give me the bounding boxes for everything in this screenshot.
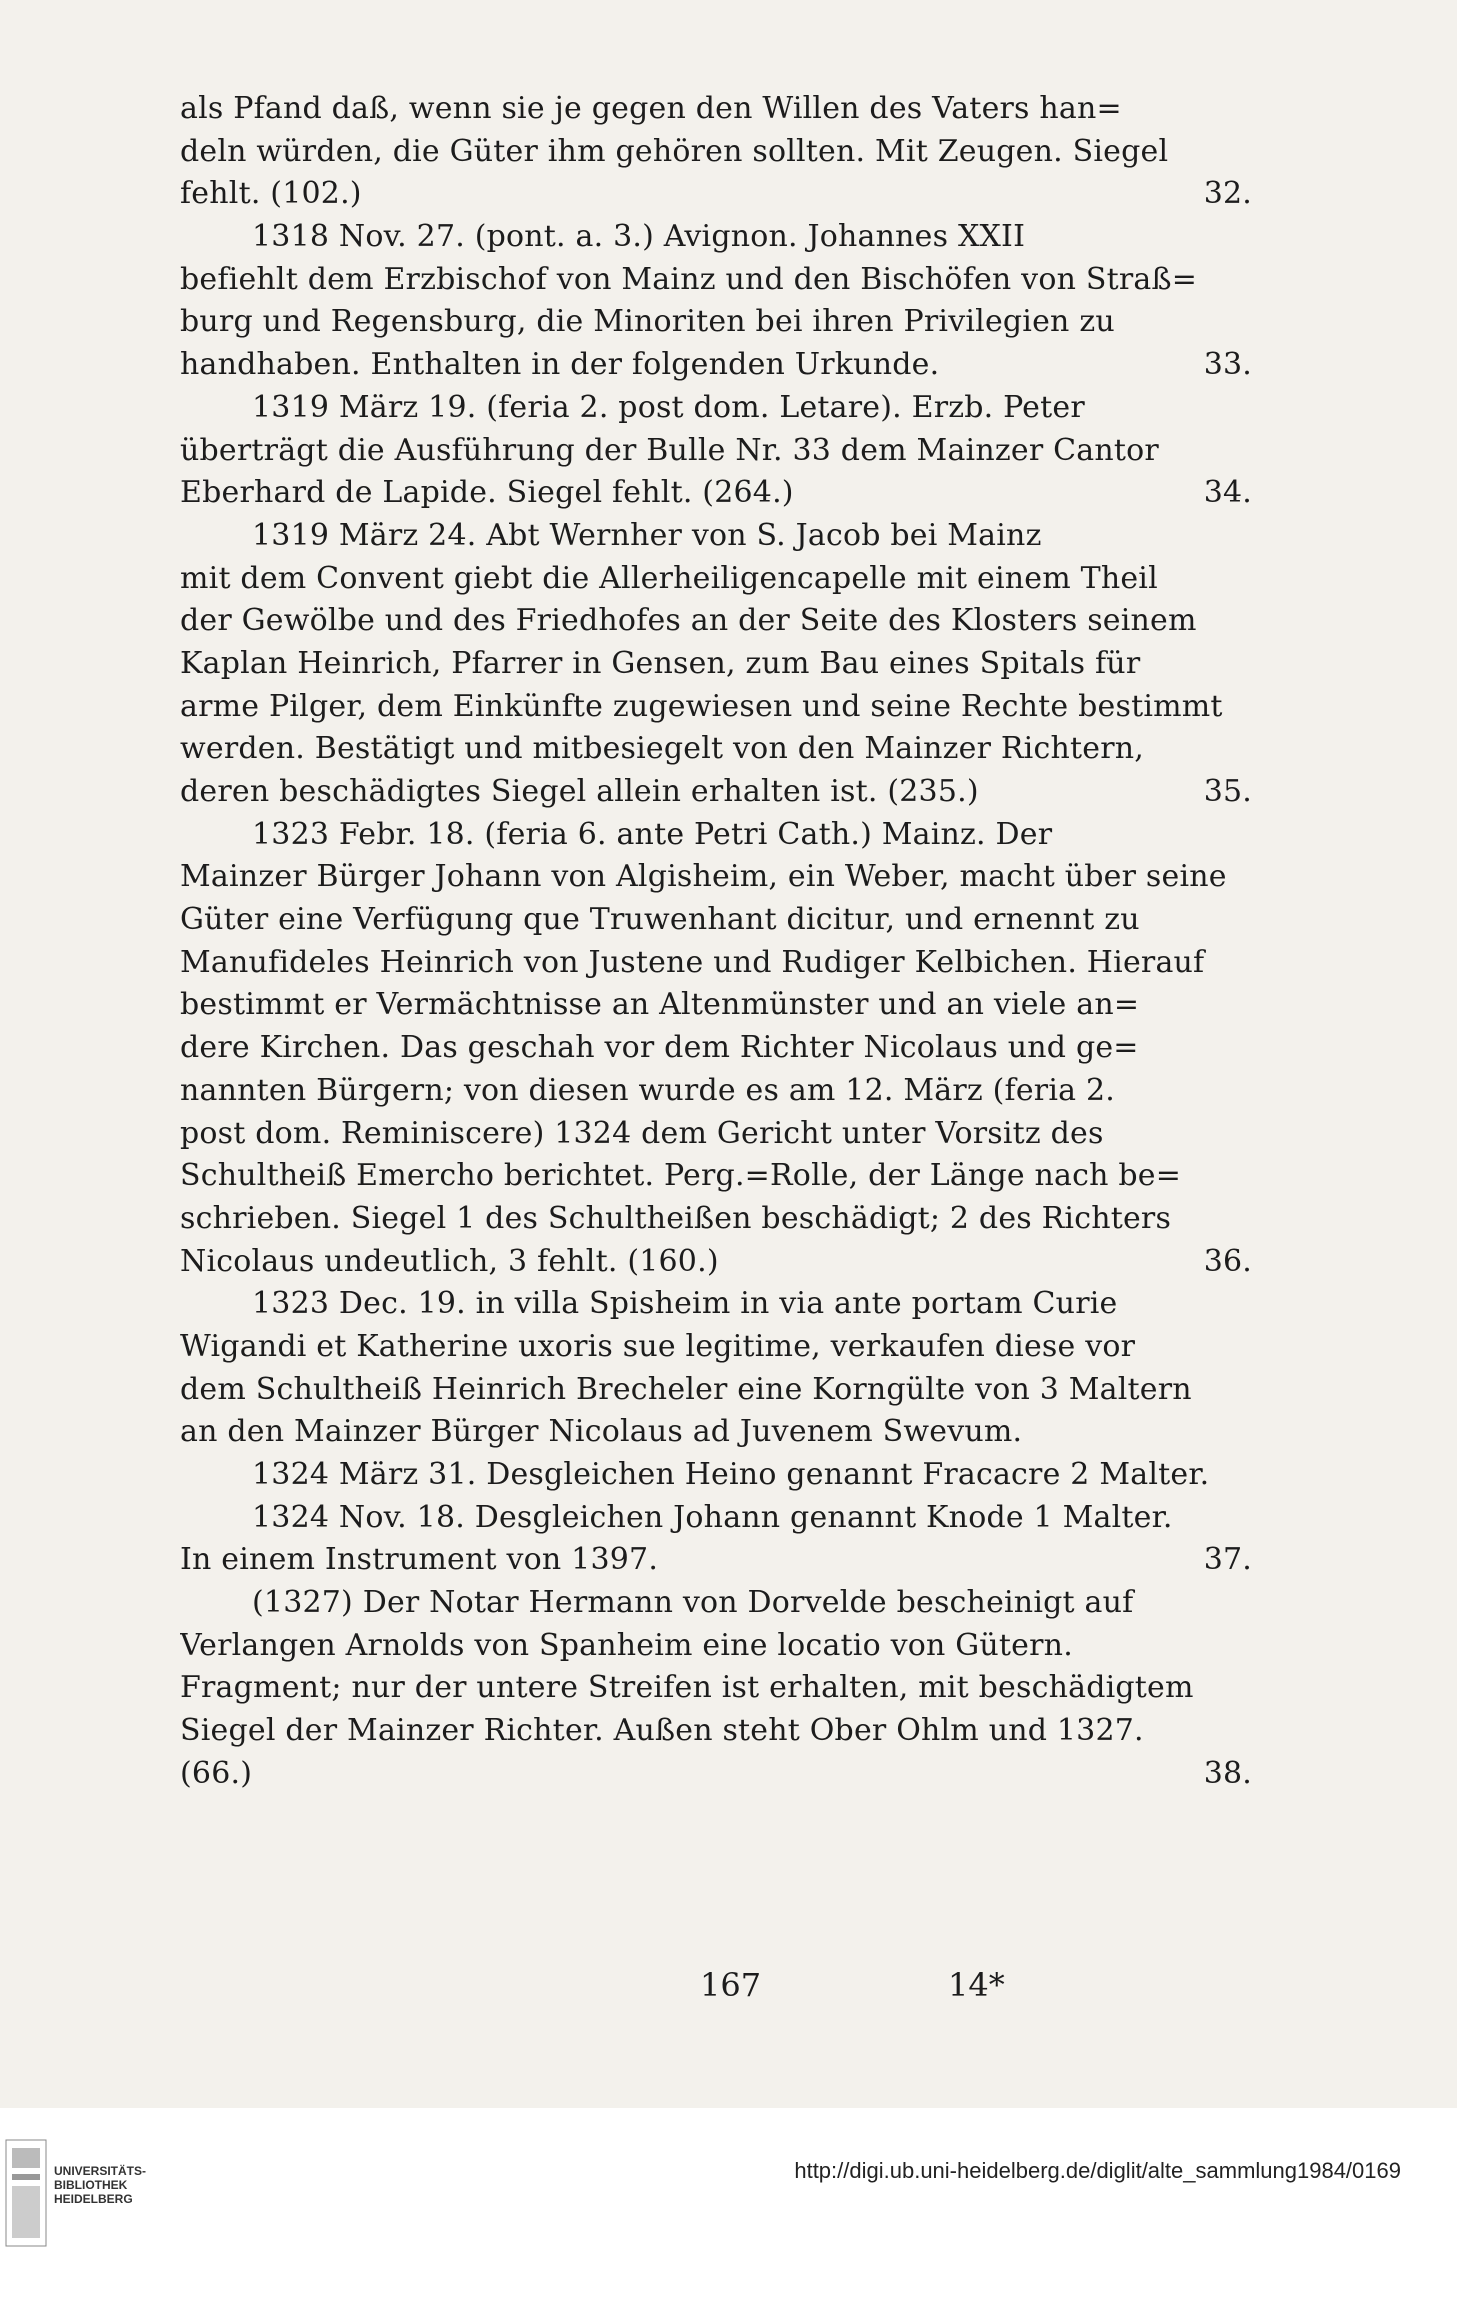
entry-number [1252, 1411, 1260, 1454]
entry-number [1252, 600, 1260, 643]
line-text: Siegel der Mainzer Richter. Außen steht Ober Ohlm und 1327. [180, 1713, 1144, 1749]
text-line [180, 1582, 1260, 1625]
line-text: an den Mainzer Bürger Nicolaus ad Juvenem Swevum. [180, 1414, 1023, 1450]
text-line [180, 387, 1260, 430]
text-line [180, 344, 1260, 387]
text-line [180, 1326, 1260, 1369]
entry-number: 33. [1203, 347, 1252, 383]
text-line [180, 686, 1260, 729]
line-text: 1318 Nov. 27. (pont. a. 3.) Avignon. Johannes XXII [252, 219, 1026, 255]
line-text: 1323 Febr. 18. (feria 6. ante Petri Cath.) Mainz. Der [252, 816, 1053, 852]
entry-number [1252, 1326, 1260, 1369]
text-line [180, 1198, 1260, 1241]
entry-number [1252, 1582, 1260, 1625]
entry-number [1252, 1155, 1260, 1198]
text-line [180, 1625, 1260, 1668]
entry-number [1252, 1369, 1260, 1412]
signature-mark: 14* [948, 1966, 1005, 2004]
text-line [180, 1070, 1260, 1113]
entry-number [1252, 856, 1260, 899]
entry-number [1252, 1283, 1260, 1326]
line-text: befiehlt dem Erzbischof von Mainz und den Bischöfen von Straß= [180, 261, 1198, 297]
line-text: 1319 März 19. (feria 2. post dom. Letare). Erzb. Peter [252, 389, 1085, 425]
text-line [180, 131, 1260, 174]
entry-number [1252, 728, 1260, 771]
text-line [180, 1454, 1260, 1497]
entry-number [1252, 1497, 1260, 1540]
entry-number [1252, 216, 1260, 259]
text-line [180, 1027, 1260, 1070]
line-text: bestimmt er Vermächtnisse an Altenmünster und an viele an= [180, 987, 1140, 1023]
entry-number [1252, 558, 1260, 601]
text-line [180, 88, 1260, 131]
entry-number [1252, 643, 1260, 686]
entry-number [1252, 1625, 1260, 1668]
text-line [180, 1155, 1260, 1198]
text-line [180, 558, 1260, 601]
entry-number: 35. [1203, 774, 1252, 809]
line-text: 1324 März 31. Desgleichen Heino genannt Fracacre 2 Malter. [252, 1457, 1210, 1492]
line-text: fehlt. (102.) [180, 176, 362, 212]
entry-number: 36. [1203, 1243, 1252, 1279]
line-text: überträgt die Ausführung der Bulle Nr. 33 dem Mainzer Cantor [180, 432, 1159, 468]
library-footer [0, 2108, 1457, 2300]
text-line [180, 942, 1260, 985]
text-line [180, 216, 1260, 259]
line-text: Fragment; nur der untere Streifen ist erhalten, mit beschädigtem [180, 1670, 1194, 1706]
text-line [180, 984, 1260, 1027]
university-seal-icon [4, 2138, 48, 2248]
line-text: Verlangen Arnolds von Spanheim eine locatio von Gütern. [180, 1627, 1073, 1663]
entry-number: 34. [1203, 475, 1252, 511]
text-line [180, 1497, 1260, 1540]
line-text: der Gewölbe und des Friedhofes an der Seite des Klosters seinem [180, 603, 1197, 639]
entry-number [1252, 88, 1260, 131]
entry-number [1252, 387, 1260, 430]
line-text: als Pfand daß, wenn sie je gegen den Willen des Vaters han= [180, 91, 1122, 126]
text-line [180, 643, 1260, 686]
text-line [180, 899, 1260, 942]
line-text: 1324 Nov. 18. Desgleichen Johann genannt Knode 1 Malter. [252, 1499, 1173, 1535]
entry-number [1252, 301, 1260, 344]
line-text: 1323 Dec. 19. in villa Spisheim in via ante portam Curie [252, 1286, 1118, 1322]
line-text: In einem Instrument von 1397. [180, 1542, 659, 1578]
text-line [180, 1241, 1260, 1284]
entry-number [1252, 1454, 1260, 1497]
line-text: mit dem Convent giebt die Allerheiligencapelle mit einem Theil [180, 560, 1158, 596]
entry-number [1252, 814, 1260, 857]
entry-number [1252, 131, 1260, 174]
line-text: dem Schultheiß Heinrich Brecheler eine Korngülte von 3 Maltern [180, 1371, 1192, 1407]
text-line [180, 1113, 1260, 1156]
line-text: schrieben. Siegel 1 des Schultheißen beschädigt; 2 des Richters [180, 1200, 1172, 1236]
entry-number [1252, 1667, 1260, 1710]
entry-number [1252, 1198, 1260, 1241]
line-text: (66.) [180, 1755, 253, 1791]
line-text: deln würden, die Güter ihm gehören sollten. Mit Zeugen. Siegel [180, 133, 1169, 169]
line-text: 1319 März 24. Abt Wernher von S. Jacob bei Mainz [252, 517, 1042, 553]
entry-number [1252, 515, 1260, 558]
line-text: Manufideles Heinrich von Justene und Rudiger Kelbichen. Hierauf [180, 944, 1205, 980]
line-text: werden. Bestätigt und mitbesiegelt von den Mainzer Richtern, [180, 731, 1144, 767]
text-line [180, 1411, 1260, 1454]
line-text: post dom. Reminiscere) 1324 dem Gericht unter Vorsitz des [180, 1115, 1104, 1151]
text-line [180, 1369, 1260, 1412]
line-text: (1327) Der Notar Hermann von Dorvelde bescheinigt auf [252, 1585, 1134, 1621]
text-line [180, 771, 1260, 814]
line-text: burg und Regensburg, die Minoriten bei ihren Privilegien zu [180, 304, 1115, 340]
line-text: Mainzer Bürger Johann von Algisheim, ein Weber, macht über seine [180, 859, 1227, 895]
text-line [180, 728, 1260, 771]
entry-number: 38. [1203, 1755, 1252, 1791]
line-text: Nicolaus undeutlich, 3 fehlt. (160.) [180, 1243, 719, 1279]
text-line [180, 1753, 1260, 1796]
entry-number [1252, 899, 1260, 942]
page-number: 167 [700, 1966, 762, 2004]
line-text: dere Kirchen. Das geschah vor dem Richter Nicolaus und ge= [180, 1030, 1139, 1066]
text-line [180, 856, 1260, 899]
entry-number: 32. [1203, 176, 1252, 212]
text-line [180, 259, 1260, 302]
entry-number [1252, 1710, 1260, 1753]
text-line [180, 1710, 1260, 1753]
line-text: Wigandi et Katherine uxoris sue legitime, verkaufen diese vor [180, 1328, 1136, 1364]
line-text: nannten Bürgern; von diesen wurde es am 12. März (feria 2. [180, 1072, 1115, 1108]
entry-number [1252, 1027, 1260, 1070]
entry-number [1252, 430, 1260, 473]
entry-number [1252, 942, 1260, 985]
text-line [180, 430, 1260, 473]
source-url[interactable]: http://digi.ub.uni-heidelberg.de/diglit/alte_sammlung1984/0169 [794, 2158, 1401, 2183]
text-line [180, 1667, 1260, 1710]
text-line [180, 814, 1260, 857]
entry-number [1252, 1113, 1260, 1156]
text-line [180, 1283, 1260, 1326]
line-text: Kaplan Heinrich, Pfarrer in Gensen, zum Bau eines Spitals für [180, 645, 1141, 681]
text-line [180, 600, 1260, 643]
text-line [180, 515, 1260, 558]
entry-number [1252, 1070, 1260, 1113]
line-text: Güter eine Verfügung que Truwenhant dicitur, und ernennt zu [180, 902, 1140, 938]
entry-number [1252, 686, 1260, 729]
line-text: Schultheiß Emercho berichtet. Perg.=Rolle, der Länge nach be= [180, 1158, 1182, 1194]
library-logo [4, 2128, 304, 2258]
entry-number [1252, 259, 1260, 302]
line-text: Eberhard de Lapide. Siegel fehlt. (264.) [180, 475, 794, 511]
entry-number: 37. [1203, 1542, 1252, 1578]
line-text: deren beschädigtes Siegel allein erhalten ist. (235.) [180, 774, 979, 809]
page-footer-numbers [620, 1966, 1080, 2010]
page-text-block [180, 88, 1260, 1796]
text-line [180, 472, 1260, 515]
text-line [180, 1539, 1260, 1582]
line-text: arme Pilger, dem Einkünfte zugewiesen und seine Rechte bestimmt [180, 688, 1223, 724]
text-line [180, 301, 1260, 344]
line-text: handhaben. Enthalten in der folgenden Urkunde. [180, 347, 940, 383]
text-line [180, 173, 1260, 216]
library-name: UNIVERSITÄTS- BIBLIOTHEK HEIDELBERG [54, 2164, 147, 2206]
entry-number [1252, 984, 1260, 1027]
